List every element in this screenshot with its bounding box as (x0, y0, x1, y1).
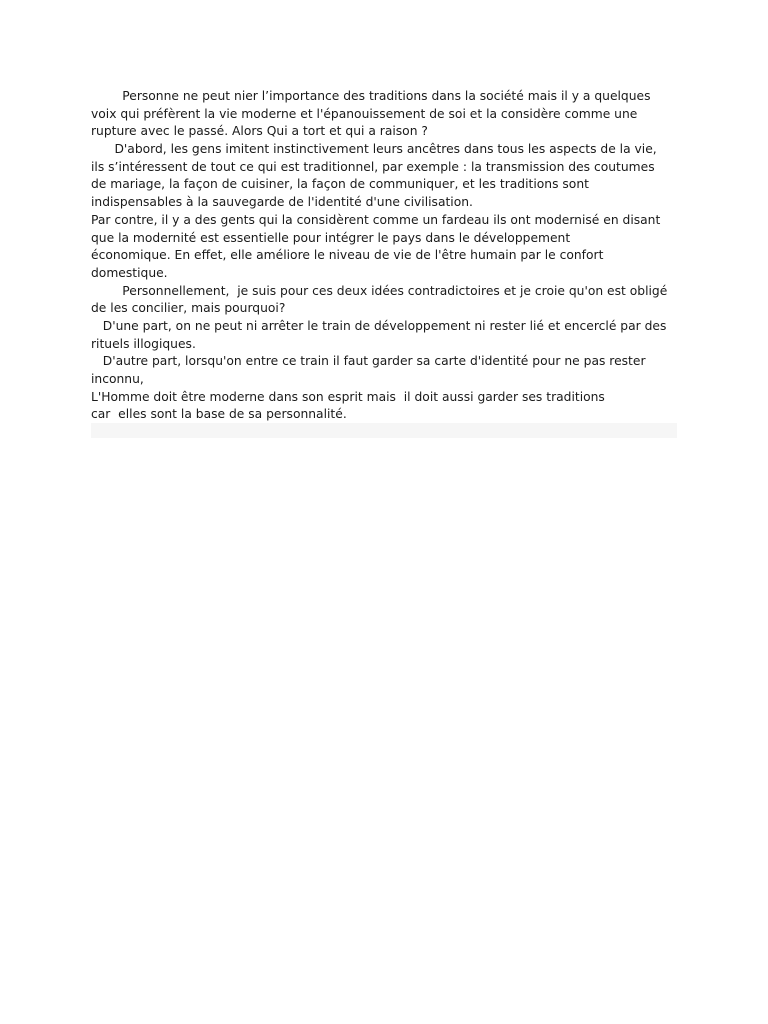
text-line: L'Homme doit être moderne dans son esprit mais il doit aussi garder ses traditions (91, 389, 605, 404)
text-line: rituels illogiques. (91, 336, 196, 351)
paragraph-personal-opinion (91, 283, 677, 318)
paragraph-modernity-argument (91, 212, 677, 283)
text-line: rupture avec le passé. Alors Qui a tort et qui a raison ? (91, 124, 428, 139)
text-line: indispensables à la sauvegarde de l'identité d'une civilisation. (91, 195, 473, 210)
paragraph-tradition-argument (91, 141, 677, 212)
text-line: de les concilier, mais pourquoi? (91, 301, 286, 316)
text-line: Par contre, il y a des gents qui la considèrent comme un fardeau ils ont modernisé en disant (91, 212, 661, 227)
text-line: inconnu, (91, 372, 144, 386)
text-line: D'une part, on ne peut ni arrêter le train de développement ni rester lié et encerclé par des (91, 318, 667, 333)
text-line: ils s’intéressent de tout ce qui est traditionnel, par exemple : la transmission des coutumes (91, 159, 655, 174)
paragraph-first-reason (91, 318, 677, 353)
text-line: car elles sont la base de sa personnalité. (91, 407, 347, 422)
shaded-empty-block (91, 423, 677, 438)
text-line: que la modernité est essentielle pour intégrer le pays dans le développement (91, 230, 571, 245)
text-line: domestique. (91, 265, 168, 280)
paragraph-introduction (91, 88, 677, 141)
text-line: Personne ne peut nier l’importance des traditions dans la société mais il y a quelques (91, 89, 651, 103)
text-line: de mariage, la façon de cuisiner, la façon de communiquer, et les traditions sont (91, 177, 589, 192)
text-line: Personnellement, je suis pour ces deux idées contradictoires et je croie qu'on est obligé (91, 283, 668, 298)
text-line: économique. En effet, elle améliore le niveau de vie de l'être humain par le confort (91, 248, 604, 263)
text-line: voix qui préfèrent la vie moderne et l'épanouissement de soi et la considère comme une (91, 106, 638, 121)
paragraph-conclusion (91, 389, 677, 424)
text-line: D'autre part, lorsqu'on entre ce train il faut garder sa carte d'identité pour ne pas rester (91, 354, 646, 369)
document-body (91, 88, 677, 424)
paragraph-second-reason (91, 353, 677, 388)
text-line: D'abord, les gens imitent instinctivement leurs ancêtres dans tous les aspects de la vie, (91, 142, 657, 157)
